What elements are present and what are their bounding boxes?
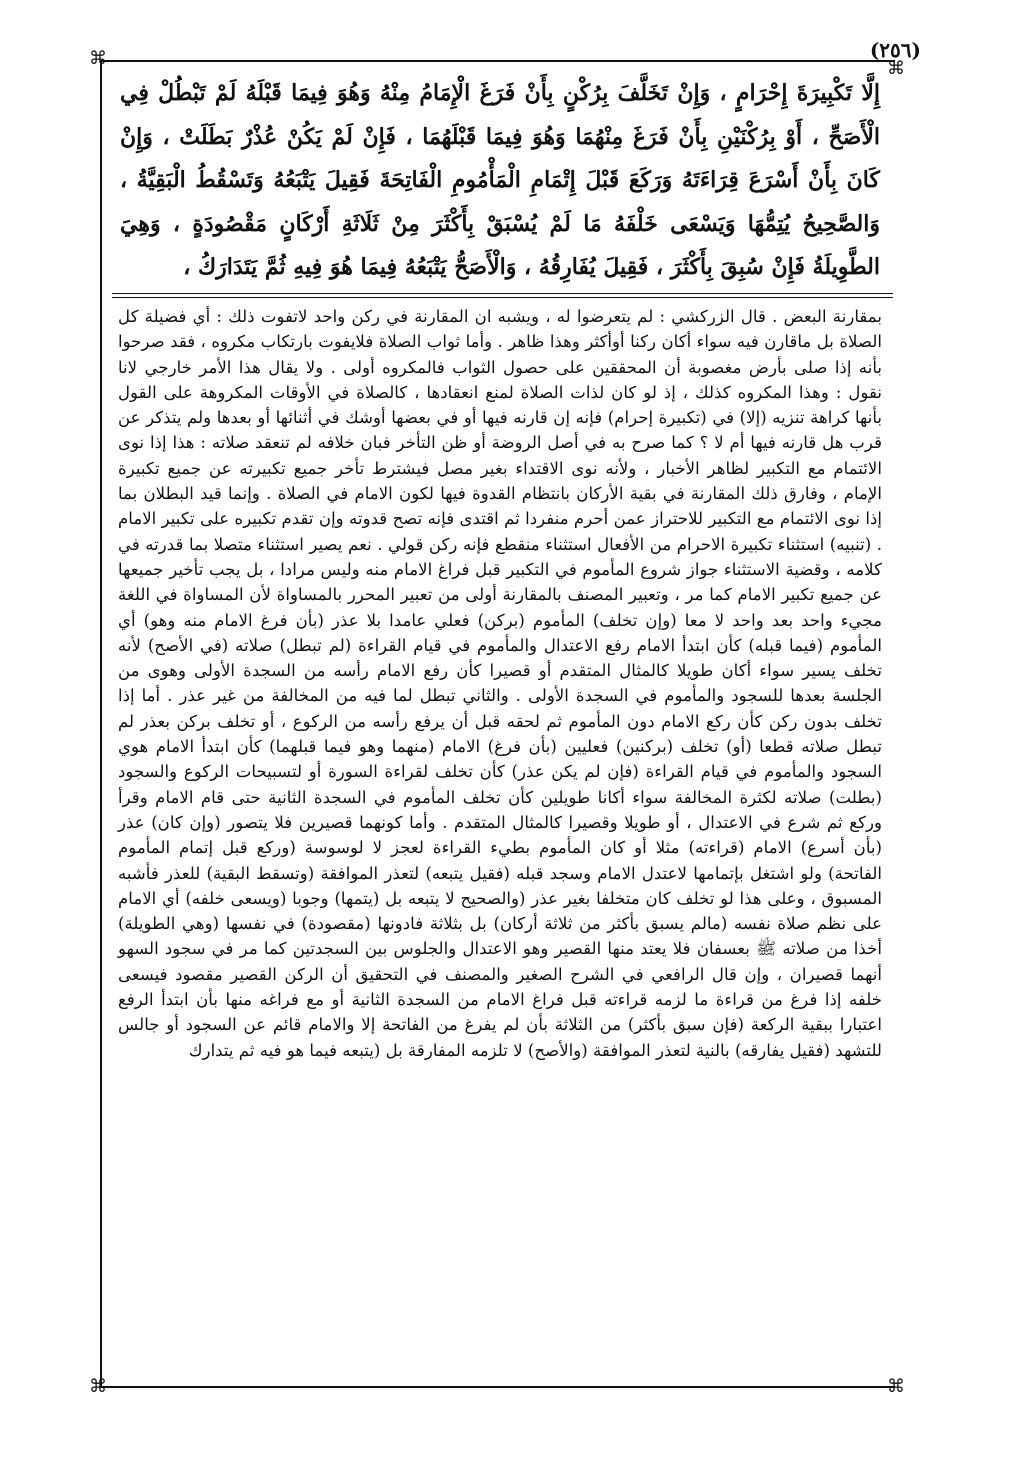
section-divider: [112, 293, 893, 294]
sharh-paragraph: بمقارنة البعض . قال الزركشي : لم يتعرضوا له ، ويشبه ان المقارنة في ركن واحد لاتفوت ذلك : أي فضيلة كل الصلاة بل ماقارن فيه سواء أكان ركنا أوأكثر وهذا ظاهر . وأما ثواب الصلاة فلايفوت بارتكاب مكروه ، فقد صرحوا بأنه إذا صلى بأرض مغصوبة أن المحققين على حصول الثواب فالمكروه أولى . ولا يقال هذا الأمر خارجي لانا نقول : وهذا المكروه كذلك ، إذ لو كان لذات الصلاة لمنع انعقادها ، كالصلاة في الأوقات المكروهة على القول بأنها كراهة تنزيه (إلا) في (تكبيرة إحرام) فإنه إن قارنه فيها أو في بعضها أوشك في أثنائها أو بعدها ولم يتذكر عن قرب هل قارنه فيها أم لا ؟ كما صرح به في أصل الروضة أو ظن التأخر فبان خلافه لم تنعقد صلاته : هذا إذا نوى الائتمام مع التكبير لظاهر الأخبار ، ولأنه نوى الاقتداء بغير مصل فيشترط تأخر جميع تكبيرته عن جميع تكبيرة الإمام ، وفارق ذلك المقارنة في بقية الأركان بانتظام القدوة فيها لكون الامام في الصلاة . وإنما قيد البطلان بما إذا نوى الائتمام مع التكبير للاحتراز عمن أحرم منفردا ثم اقتدى فإنه تصح قدوته وإن تقدم تكبيره على تكبير الامام . (تنبيه) استثناء تكبيرة الاحرام من الأفعال استثناء منقطع فإنه ركن قولي . نعم يصير استثناء متصلا بما قدرته في كلامه ، وقضية الاستثناء جواز شروع المأموم في التكبير قبل فراغ الامام منه وليس مرادا ، بل يجب تأخير جميعها عن جميع تكبير الامام كما مر ، وتعبير المصنف بالمقارنة أولى من تعبير المحرر بالمساواة لأن المساواة في اللغة مجيء واحد بعد واحد لا معا (وإن تخلف) المأموم (بركن) فعلي عامدا بلا عذر (بأن فرغ الامام منه وهو) أي المأموم (فيما قبله) كأن ابتدأ الامام رفع الاعتدال والمأموم في قيام القراءة (لم تبطل) صلاته (في الأصح) لأنه تخلف يسير سواء أكان طويلا كالمثال المتقدم أو قصيرا كأن رفع الامام رأسه من السجدة الأولى وهوى من الجلسة بعدها للسجود والمأموم في السجدة الأولى . والثاني تبطل لما فيه من المخالفة من غير عذر . أما إذا تخلف بدون ركن كأن ركع الامام دون المأموم ثم لحقه قبل أن يرفع رأسه من الركوع ، أو تخلف بركن بعذر لم تبطل صلاته قطعا (أو) تخلف (بركنين) فعليين (بأن فرغ) الامام (منهما وهو فيما قبلهما) كأن ابتدأ الامام هوي السجود والمأموم في قيام القراءة (فإن لم يكن عذر) كأن تخلف لقراءة السورة أو لتسبيحات الركوع والسجود (بطلت) صلاته لكثرة المخالفة سواء أكانا طويلين كأن تخلف المأموم في السجدة الثانية حتى قام الامام وقرأ وركع ثم شرع في الاعتدال ، أو طويلا وقصيرا كالمثال المتقدم . وأما كونهما قصيرين فلا يتصور (وإن كان) عذر (بأن أسرع) الامام (قراءته) مثلا أو كان المأموم بطيء القراءة لعجز لا لوسوسة (وركع قبل إتمام المأموم الفاتحة) ولو اشتغل بإتمامها لاعتدل الامام وسجد قبله (فقيل يتبعه) لتعذر الموافقة (وتسقط البقية) للعذر فأشبه المسبوق ، وعلى هذا لو تخلف كان متخلفا بغير عذر (والصحيح لا يتبعه بل (يتمها) وجوبا (ويسعى خلفه) أي الامام على نظم صلاة نفسه (مالم يسبق بأكثر من ثلاثة أركان) بل بثلاثة فادونها (مقصودة) في نفسها (وهي الطويلة) أخذا من صلاته ﷺ بعسفان فلا يعتد منها القصير وهو الاعتدال والجلوس بين السجدتين كما مر في سجود السهو أنهما قصيران ، وإن قال الرافعي في الشرح الصغير والمصنف في التحقيق أن الركن القصير مقصود فيسعى خلفه إذا فرغ من قراءة ما لزمه قراءته قبل فراغ الامام من السجدة الثانية أو مع فراغه منها بأن ابتدأ الرفع اعتبارا ببقية الركعة (فإن سبق بأكثر) من الثلاثة بأن لم يفرغ من الفاتحة إلا والامام قائم عن السجود أو جالس للتشهد (فقيل يفارقه) بالنية لتعذر الموافقة (والأصح) لا تلزمه المفارقة بل (يتبعه فيما هو فيه ثم يتدارك: [118, 307, 882, 1060]
section-divider: [112, 297, 893, 298]
matn-text-block: [120, 72, 880, 290]
corner-ornament-icon: ⌘: [89, 48, 107, 69]
left-border-rule: [100, 62, 102, 1386]
matn-paragraph: إِلَّا تَكْبِيرَةَ إِحْرَامٍ ، وَإِنْ تَخَلَّفَ بِرُكْنٍ بِأَنْ فَرَغَ الْإِمَامُ مِنْهُ وَهُوَ فِيمَا قَبْلَهُ لَمْ تَبْطُلْ فِي الْأَصَحِّ ، أَوْ بِرُكْنَيْنِ بِأَنْ فَرَغَ مِنْهُمَا وَهُوَ فِيمَا قَبْلَهُمَا ، فَإِنْ لَمْ يَكُنْ عُذْرٌ بَطَلَتْ ، وَإِنْ كَانَ بِأَنْ أَسْرَعَ قِرَاءَتَهُ وَرَكَعَ قَبْلَ إِتْمَامِ الْمَأْمُومِ الْفَاتِحَةَ فَقِيلَ يَتْبَعُهُ وَتَسْقُطُ الْبَقِيَّةُ ، وَالصَّحِيحُ يُتِمُّهَا وَيَسْعَى خَلْفَهُ مَا لَمْ يُسْبَقْ بِأَكْثَرَ مِنْ ثَلَاثَةِ أَرْكَانٍ مَقْصُودَةٍ ، وَهِيَ الطَّوِيلَةُ فَإِنْ سُبِقَ بِأَكْثَرَ ، فَقِيلَ يُفَارِقُهُ ، وَالْأَصَحُّ يَتْبَعُهُ فِيمَا هُوَ فِيهِ ثُمَّ يَتَدَارَكُ ،: [120, 80, 880, 280]
sharh-commentary-block: [118, 304, 882, 1063]
corner-ornament-icon: ⌘: [89, 1376, 107, 1397]
corner-ornament-icon: ⌘: [887, 58, 905, 79]
top-border-rule: [100, 60, 895, 62]
page-number: (٢٥٦): [869, 38, 921, 62]
bottom-border-rule: [100, 1386, 895, 1388]
corner-ornament-icon: ⌘: [887, 1376, 905, 1397]
